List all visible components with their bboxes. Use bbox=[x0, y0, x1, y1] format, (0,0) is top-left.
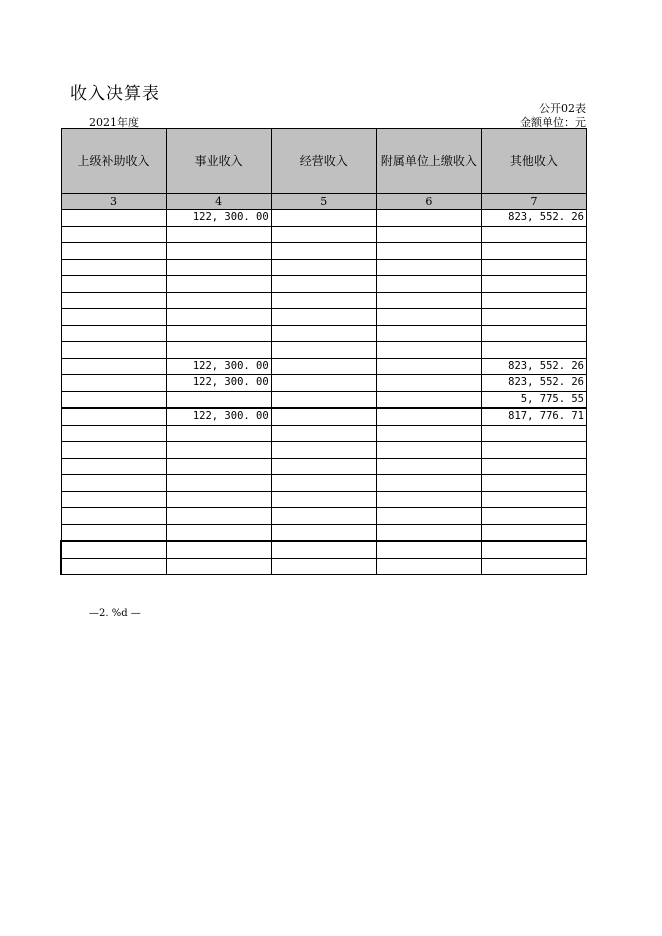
table-cell bbox=[481, 226, 586, 243]
table-cell bbox=[61, 276, 166, 293]
table-cell bbox=[166, 541, 271, 558]
table-cell bbox=[61, 292, 166, 309]
table-cell bbox=[481, 259, 586, 276]
table-cell bbox=[271, 243, 376, 260]
table-cell bbox=[166, 425, 271, 442]
table-cell bbox=[166, 391, 271, 408]
table-cell bbox=[376, 475, 481, 492]
table-cell: 823, 552. 26 bbox=[481, 358, 586, 375]
table-cell bbox=[166, 325, 271, 342]
table-cell bbox=[376, 558, 481, 575]
table-cell bbox=[61, 243, 166, 260]
table-cell bbox=[481, 425, 586, 442]
table-row bbox=[61, 408, 587, 425]
table-cell bbox=[481, 508, 586, 525]
col-header-operating-revenue: 经营收入 bbox=[271, 129, 376, 194]
col-index: 3 bbox=[61, 194, 166, 210]
table-cell bbox=[271, 442, 376, 459]
table-cell bbox=[166, 309, 271, 326]
table-row bbox=[61, 375, 587, 392]
amount-unit: 金额单位：元 bbox=[520, 116, 586, 129]
table-cell bbox=[376, 292, 481, 309]
table-cell: 122, 300. 00 bbox=[166, 375, 271, 392]
col-index: 6 bbox=[376, 194, 481, 210]
table-cell bbox=[271, 342, 376, 359]
col-index: 4 bbox=[166, 194, 271, 210]
table-cell bbox=[271, 292, 376, 309]
table-cell bbox=[271, 425, 376, 442]
table-row bbox=[61, 425, 587, 442]
table-cell bbox=[376, 524, 481, 541]
table-cell bbox=[271, 558, 376, 575]
table-cell bbox=[271, 541, 376, 558]
table-cell bbox=[61, 226, 166, 243]
table-cell bbox=[271, 276, 376, 293]
table-cell bbox=[271, 375, 376, 392]
table-cell bbox=[166, 226, 271, 243]
table-cell bbox=[61, 210, 166, 227]
table-row bbox=[61, 391, 587, 408]
table-cell bbox=[376, 226, 481, 243]
table-cell bbox=[61, 524, 166, 541]
table-cell bbox=[481, 442, 586, 459]
table-cell bbox=[61, 391, 166, 408]
table-row bbox=[61, 226, 587, 243]
table-cell bbox=[166, 276, 271, 293]
col-header-other-revenue: 其他收入 bbox=[481, 129, 586, 194]
table-cell bbox=[166, 491, 271, 508]
table-row bbox=[61, 524, 587, 541]
table-row bbox=[61, 325, 587, 342]
table-cell bbox=[61, 442, 166, 459]
table-cell: 122, 300. 00 bbox=[166, 358, 271, 375]
table-cell: 5, 775. 55 bbox=[481, 391, 586, 408]
table-cell bbox=[61, 309, 166, 326]
table-cell bbox=[271, 475, 376, 492]
table-cell bbox=[481, 342, 586, 359]
table-cell bbox=[376, 491, 481, 508]
table-cell bbox=[166, 475, 271, 492]
table-cell bbox=[376, 391, 481, 408]
table-cell: 817, 776. 71 bbox=[481, 408, 586, 425]
page-title: 收入决算表 bbox=[70, 84, 160, 104]
table-row bbox=[61, 491, 587, 508]
table-cell bbox=[271, 325, 376, 342]
table-row bbox=[61, 309, 587, 326]
table-cell bbox=[481, 292, 586, 309]
table-cell bbox=[271, 358, 376, 375]
table-cell bbox=[271, 259, 376, 276]
table-cell bbox=[481, 541, 586, 558]
table-cell bbox=[61, 408, 166, 425]
table-row bbox=[61, 259, 587, 276]
table-cell bbox=[166, 259, 271, 276]
table-cell bbox=[271, 309, 376, 326]
table-cell bbox=[61, 475, 166, 492]
table-cell bbox=[61, 375, 166, 392]
col-header-business-revenue: 事业收入 bbox=[166, 129, 271, 194]
table-cell bbox=[61, 259, 166, 276]
table-cell bbox=[481, 524, 586, 541]
table-cell bbox=[61, 425, 166, 442]
table-row bbox=[61, 541, 587, 558]
table-cell bbox=[376, 309, 481, 326]
table-cell bbox=[481, 475, 586, 492]
table-row bbox=[61, 442, 587, 459]
table-row bbox=[61, 458, 587, 475]
table-cell bbox=[166, 342, 271, 359]
col-index: 5 bbox=[271, 194, 376, 210]
table-cell bbox=[166, 558, 271, 575]
table-cell bbox=[481, 309, 586, 326]
table-cell bbox=[61, 358, 166, 375]
table-cell: 122, 300. 00 bbox=[166, 408, 271, 425]
table-cell bbox=[166, 458, 271, 475]
table-cell bbox=[61, 541, 166, 558]
table-row bbox=[61, 508, 587, 525]
table-cell bbox=[61, 325, 166, 342]
page-number: —2. %d — bbox=[89, 608, 141, 619]
table-cell: 122, 300. 00 bbox=[166, 210, 271, 227]
table-cell bbox=[376, 342, 481, 359]
table-cell bbox=[166, 292, 271, 309]
table-cell bbox=[481, 491, 586, 508]
table-cell bbox=[271, 391, 376, 408]
table-cell bbox=[376, 358, 481, 375]
table-cell bbox=[481, 558, 586, 575]
table-cell bbox=[376, 508, 481, 525]
table-cell bbox=[376, 243, 481, 260]
table-row bbox=[61, 292, 587, 309]
table-cell bbox=[481, 458, 586, 475]
table-cell bbox=[166, 442, 271, 459]
table-cell bbox=[61, 342, 166, 359]
table-cell bbox=[61, 491, 166, 508]
table-cell bbox=[271, 508, 376, 525]
fiscal-year: 2021年度 bbox=[89, 116, 139, 129]
table-cell bbox=[166, 508, 271, 525]
table-row bbox=[61, 243, 587, 260]
col-index: 7 bbox=[481, 194, 586, 210]
table-row bbox=[61, 558, 587, 575]
col-header-affiliate-remittance: 附属单位上缴收入 bbox=[376, 129, 481, 194]
table-cell bbox=[61, 458, 166, 475]
table-cell bbox=[376, 276, 481, 293]
col-header-superior-subsidy: 上级补助收入 bbox=[61, 129, 166, 194]
table-cell bbox=[166, 243, 271, 260]
table-cell bbox=[481, 325, 586, 342]
table-cell bbox=[376, 458, 481, 475]
table-cell bbox=[271, 524, 376, 541]
table-cell bbox=[376, 541, 481, 558]
column-index-row bbox=[61, 194, 587, 210]
table-cell bbox=[271, 210, 376, 227]
table-cell bbox=[61, 508, 166, 525]
table-cell bbox=[271, 226, 376, 243]
header-row bbox=[61, 129, 587, 194]
table-cell: 823, 552. 26 bbox=[481, 375, 586, 392]
table-cell bbox=[376, 325, 481, 342]
table-cell bbox=[271, 408, 376, 425]
table-row bbox=[61, 210, 587, 227]
table-cell bbox=[376, 408, 481, 425]
table-row bbox=[61, 358, 587, 375]
table-row bbox=[61, 342, 587, 359]
form-number: 公开02表 bbox=[539, 102, 586, 115]
table-cell bbox=[376, 425, 481, 442]
table-cell bbox=[271, 491, 376, 508]
table-cell bbox=[376, 259, 481, 276]
table-cell bbox=[166, 524, 271, 541]
table-cell bbox=[376, 442, 481, 459]
table-cell bbox=[481, 276, 586, 293]
table-cell bbox=[376, 375, 481, 392]
table-cell bbox=[376, 210, 481, 227]
table-cell bbox=[271, 458, 376, 475]
table-row bbox=[61, 475, 587, 492]
table-cell: 823, 552. 26 bbox=[481, 210, 586, 227]
revenue-table bbox=[60, 128, 587, 575]
table-row bbox=[61, 276, 587, 293]
table-cell bbox=[61, 558, 166, 575]
table-cell bbox=[481, 243, 586, 260]
